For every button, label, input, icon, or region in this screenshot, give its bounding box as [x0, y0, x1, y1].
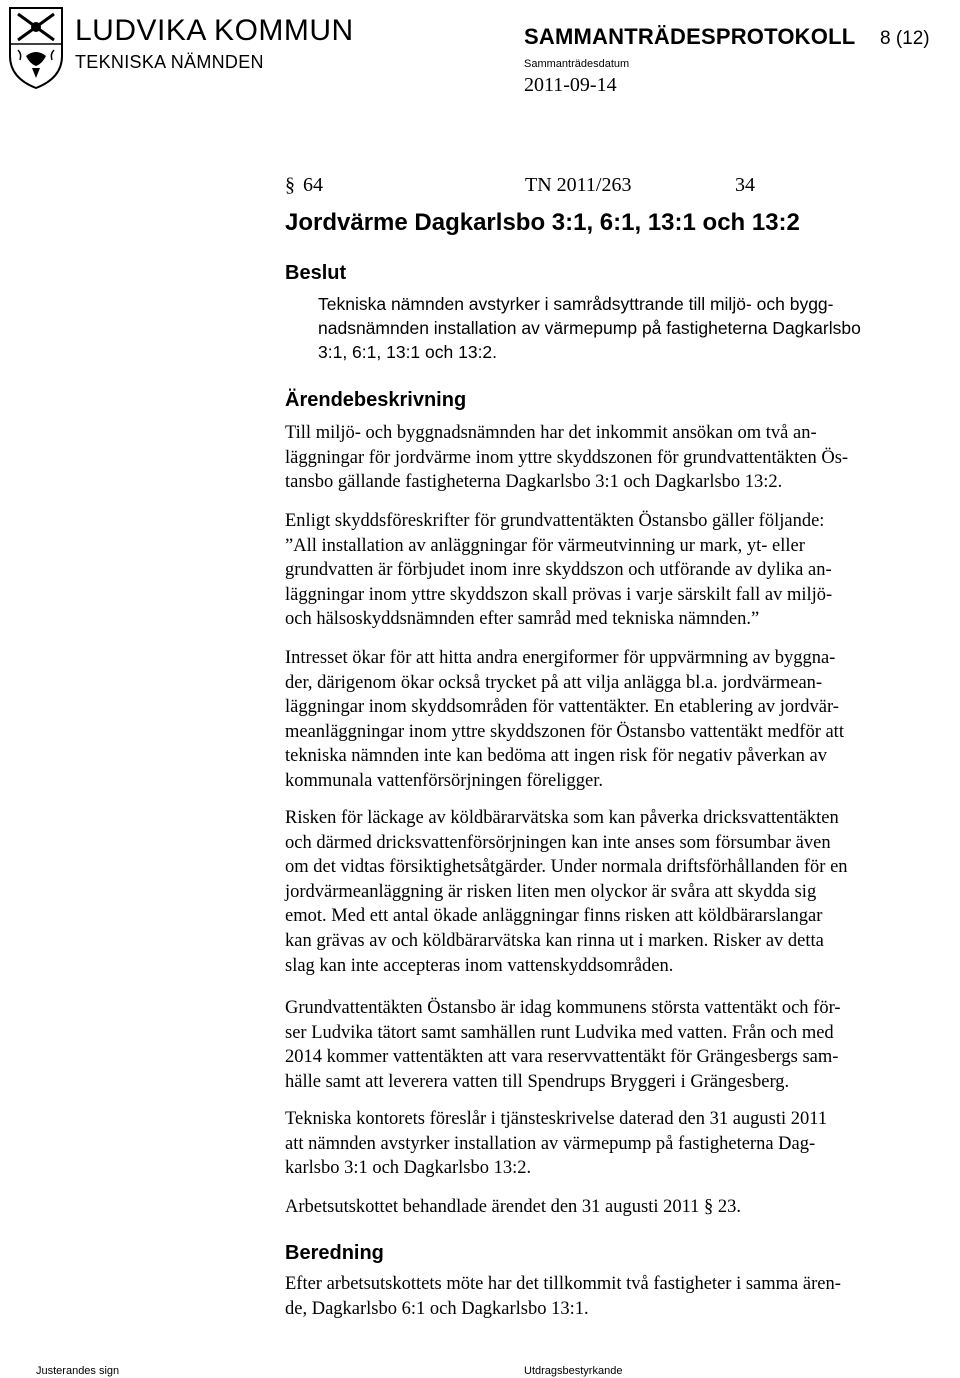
arende-paragraph-3 [285, 646, 960, 794]
document-type: SAMMANTRÄDESPROTOKOLL [524, 24, 856, 49]
meeting-date-label: Sammanträdesdatum [524, 58, 630, 70]
arendebeskrivning-heading: Ärendebeskrivning [285, 389, 467, 411]
quote-line: och hälsoskyddsnämnden efter samråd med tekniska nämnden.” [285, 609, 760, 630]
text-line: karlsbo 3:1 och Dagkarlsbo 13:2. [285, 1158, 532, 1179]
arende-paragraph-1 [285, 421, 960, 495]
text-line: läggningar för jordvärme inom yttre skyddszonen för grundvattentäkten Ös- [285, 447, 849, 468]
item-reference-line [285, 174, 765, 200]
signature-label: Justerandes sign [36, 1365, 120, 1377]
text-line: kan grävas av och köldbärarvätska kan rinna ut i marken. Risker av detta [285, 930, 824, 951]
text-line: Grundvattentäkten Östansbo är idag kommunens största vattentäkt och för- [285, 998, 841, 1018]
municipality-coat-of-arms-logo [6, 4, 66, 90]
text-line: Intresset ökar för att hitta andra energiformer för uppvärmning av byggna- [285, 648, 836, 668]
page-number: 8 (12) [880, 28, 930, 49]
text-line: att nämnden avstyrker installation av värmepump på fastigheterna Dag- [285, 1133, 816, 1154]
section-symbol: § [285, 174, 295, 196]
extract-certification-label: Utdragsbestyrkande [524, 1365, 623, 1377]
beredning-heading: Beredning [285, 1242, 384, 1264]
text-line: kommunala vattenförsörjningen föreligger. [285, 770, 604, 791]
arende-paragraph-7 [285, 1195, 960, 1220]
text-line: jordvärmeanläggning är risken liten men olyckor är svåra att skydda sig [285, 881, 817, 902]
beslut-line: Tekniska nämnden avstyrker i samrådsyttrande till miljö- och bygg- [318, 294, 834, 314]
committee-name: TEKNISKA NÄMNDEN [75, 52, 264, 72]
item-title: Jordvärme Dagkarlsbo 3:1, 6:1, 13:1 och 13:2 [285, 209, 800, 236]
meeting-date: 2011-09-14 [524, 74, 617, 96]
text-line: 2014 kommer vattentäkten att vara reservvattentäkt för Grängesbergs sam- [285, 1047, 839, 1068]
text-line: läggningar inom skyddsområden för vattentäkter. En etablering av jordvär- [285, 697, 839, 718]
text-line: Enligt skyddsföreskrifter för grundvattentäkten Östansbo gäller följande: [285, 511, 825, 531]
text-line: emot. Med ett antal ökade anläggningar finns risken att köldbärarslangar [285, 906, 823, 927]
text-line: slag kan inte accepteras inom vattenskyddsområden. [285, 955, 674, 976]
beredning-text [285, 1272, 960, 1321]
beslut-line: nadsnämnden installation av värmepump på fastigheterna Dagkarlsbo [318, 318, 861, 338]
text-line: Till miljö- och byggnadsnämnden har det inkommit ansökan om två an- [285, 423, 817, 443]
item-number: 64 [303, 174, 323, 196]
arende-paragraph-5 [285, 996, 960, 1094]
arende-paragraph-6 [285, 1107, 960, 1181]
arende-paragraph-2 [285, 509, 960, 632]
text-line: Risken för läckage av köldbärarvätska som kan påverka dricksvattentäkten [285, 808, 839, 828]
text-line: der, därigenom ökar också trycket på att vilja anlägga bl.a. jordvärmean- [285, 672, 823, 693]
text-line: och därmed dricksvattenförsörjningen kan inte anses som försumbar även [285, 832, 831, 853]
text-line: Tekniska kontorets föreslår i tjänsteskrivelse daterad den 31 augusti 2011 [285, 1109, 828, 1129]
text-line: meanläggningar inom yttre skyddszonen för Östansbo vattentäkt medför att [285, 721, 844, 742]
text-line: hälle samt att leverera vatten till Spendrups Bryggeri i Grängesberg. [285, 1071, 790, 1092]
reference-number: 34 [735, 174, 755, 196]
arende-paragraph-4 [285, 806, 960, 978]
quote-line: läggningar inom yttre skyddszon skall prövas i varje särskilt fall av miljö- [285, 584, 833, 605]
text-line: tekniska nämnden inte kan bedöma att ingen risk för negativ påverkan av [285, 746, 827, 767]
text-line: om det vidtas försiktighetsåtgärder. Under normala driftsförhållanden för en [285, 857, 848, 878]
text-line: Arbetsutskottet behandlade ärendet den 31 augusti 2011 § 23. [285, 1197, 742, 1217]
text-line: Efter arbetsutskottets möte har det tillkommit två fastigheter i samma ären- [285, 1274, 841, 1294]
beslut-text [318, 292, 960, 364]
beslut-line: 3:1, 6:1, 13:1 och 13:2. [318, 342, 498, 362]
text-line: ser Ludvika tätort samt samhällen runt Ludvika med vatten. Från och med [285, 1022, 834, 1043]
quote-line: ”All installation av anläggningar för värmeutvinning ur mark, yt- eller [285, 535, 805, 556]
case-number: TN 2011/263 [525, 174, 632, 196]
beslut-heading: Beslut [285, 262, 347, 284]
quote-line: grundvatten är förbjudet inom inre skyddszon och utförande av dylika an- [285, 560, 832, 581]
municipality-name: LUDVIKA KOMMUN [75, 14, 354, 47]
text-line: tansbo gällande fastigheterna Dagkarlsbo 3:1 och Dagkarlsbo 13:2. [285, 472, 783, 493]
text-line: de, Dagkarlsbo 6:1 och Dagkarlsbo 13:1. [285, 1298, 589, 1319]
